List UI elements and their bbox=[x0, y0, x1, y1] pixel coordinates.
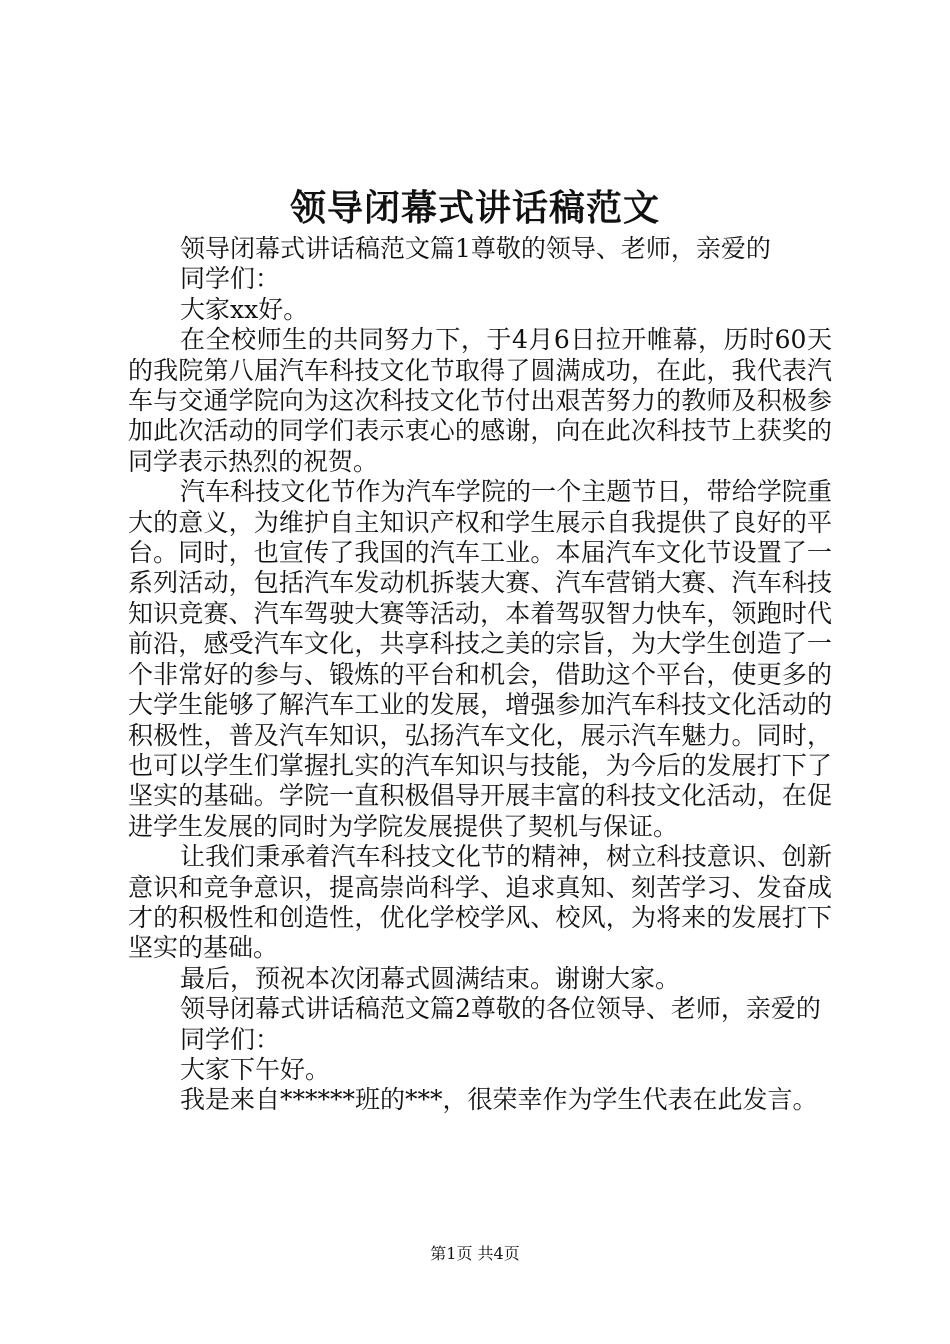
paragraph-body: 在全校师生的共同努力下，于4月6日拉开帷幕，历时60天的我院第八届汽车科技文化节取得了圆满成功，在此，我代表汽车与交通学院向为这次科技文化节付出艰苦努力的教师及积极参加此次活动的同学们表示衷心的感谢，向在此次科技节上获奖的同学表示热烈的祝贺。 bbox=[128, 325, 832, 476]
paragraph-salutation: 同学们： bbox=[180, 264, 281, 294]
paragraph-body: 汽车科技文化节作为汽车学院的一个主题节日，带给学院重大的意义，为维护自主知识产权和学生展示自我提供了良好的平台。同时，也宣传了我国的汽车工业。本届汽车文化节设置了一系列活动，包括汽车发动机拆装大赛、汽车营销大赛、汽车科技知识竞赛、汽车驾驶大赛等活动，本着驾驭智力快车，领跑时代前沿，感受汽车文化，共享科技之美的宗旨，为大学生创造了一个非常好的参与、锻炼的平台和机会，借助这个平台，使更多的大学生能够了解汽车工业的发展，增强参加汽车科技文化活动的积极性，普及汽车知识，弘扬汽车文化，展示汽车魅力。同时，也可以学生们掌握扎实的汽车知识与技能，为今后的发展打下了坚实的基础。学院一直积极倡导开展丰富的科技文化活动，在促进学生发展的同时为学院发展提供了契机与保证。 bbox=[128, 477, 832, 841]
page-number-footer: 第1页 共4页 bbox=[430, 1244, 520, 1263]
paragraph-body: 让我们秉承着汽车科技文化节的精神，树立科技意识、创新意识和竞争意识，提高崇尚科学、追求真知、刻苦学习、发奋成才的积极性和创造性，优化学校学风、校风，为将来的发展打下坚实的基础。 bbox=[128, 842, 832, 963]
paragraph-closing: 最后，预祝本次闭幕式圆满结束。谢谢大家。 bbox=[180, 963, 681, 993]
paragraph-greeting: 大家下午好。 bbox=[180, 1054, 331, 1084]
paragraph-salutation: 同学们： bbox=[180, 1024, 281, 1054]
paragraph-body: 我是来自******班的***，很荣幸作为学生代表在此发言。 bbox=[180, 1085, 818, 1115]
paragraph-speech2-opening: 领导闭幕式讲话稿范文篇2尊敬的各位领导、老师，亲爱的 bbox=[180, 994, 821, 1024]
document-title: 领导闭幕式讲话稿范文 bbox=[289, 187, 660, 229]
paragraph-greeting: 大家xx好。 bbox=[180, 294, 309, 324]
paragraph-speech1-opening: 领导闭幕式讲话稿范文篇1尊敬的领导、老师，亲爱的 bbox=[180, 234, 771, 263]
document-body bbox=[128, 234, 832, 1116]
